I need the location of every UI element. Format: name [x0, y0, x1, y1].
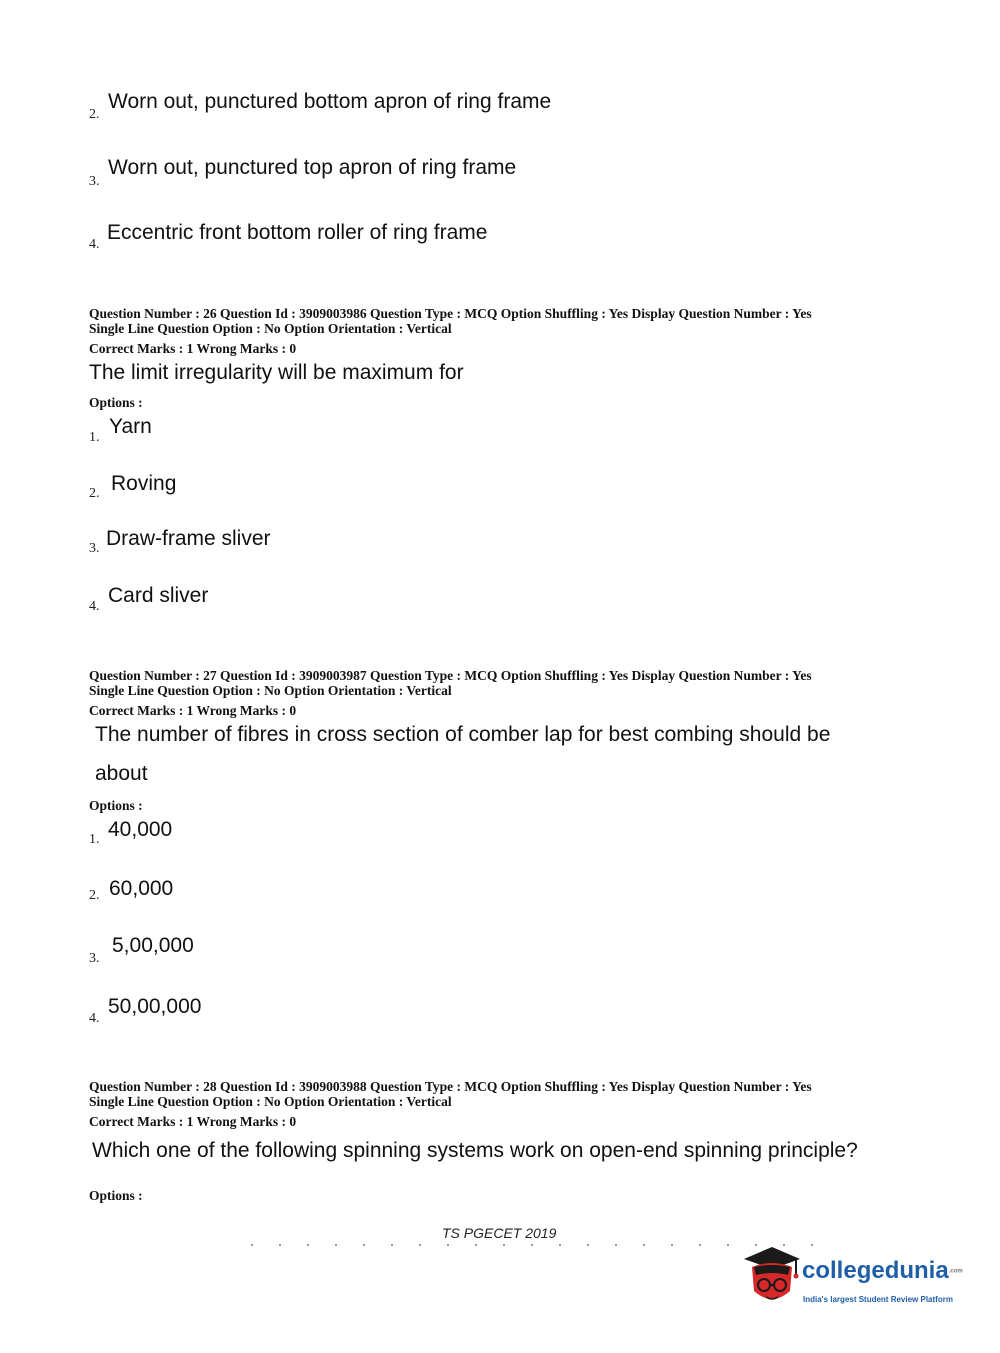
- options-label: Options :: [89, 395, 143, 410]
- question-marks: Correct Marks : 1 Wrong Marks : 0: [89, 703, 297, 718]
- question-meta-line1: Question Number : 26 Question Id : 3909003986 Question Type : MCQ Option Shuffling : Yes Display Question Number : Yes: [89, 306, 812, 321]
- option-text: 40,000: [108, 818, 173, 841]
- footer-exam-name: TS PGECET 2019: [442, 1225, 557, 1241]
- option-text: Yarn: [109, 415, 152, 438]
- option-number: 3.: [89, 951, 100, 966]
- option-number: 1.: [89, 430, 100, 445]
- option-text: 5,00,000: [112, 934, 194, 957]
- option-text: Card sliver: [108, 584, 209, 607]
- option-text: Worn out, punctured top apron of ring frame: [108, 156, 517, 179]
- option-text: Eccentric front bottom roller of ring frame: [107, 221, 488, 244]
- logo-tagline: India's largest Student Review Platform: [803, 1295, 953, 1304]
- options-label: Options :: [89, 798, 143, 813]
- question-meta-line1: Question Number : 27 Question Id : 3909003987 Question Type : MCQ Option Shuffling : Yes Display Question Number : Yes: [89, 668, 812, 683]
- logo-wordmark: collegedunia: [802, 1257, 949, 1284]
- collegedunia-logo: [740, 1245, 970, 1315]
- logo-suffix: .com: [948, 1268, 963, 1275]
- option-number: 1.: [89, 832, 100, 847]
- question-text: Which one of the following spinning systems work on open-end spinning principle?: [92, 1139, 858, 1162]
- option-number: 2.: [89, 888, 100, 903]
- question-meta-line2: Single Line Question Option : No Option Orientation : Vertical: [89, 321, 452, 336]
- question-meta-line2: Single Line Question Option : No Option Orientation : Vertical: [89, 1094, 452, 1109]
- option-number: 4.: [89, 237, 100, 252]
- option-number: 3.: [89, 541, 100, 556]
- footer-divider: [238, 1244, 818, 1246]
- options-label: Options :: [89, 1188, 143, 1203]
- option-text: 50,00,000: [108, 995, 202, 1018]
- option-text: 60,000: [109, 877, 174, 900]
- option-number: 2.: [89, 107, 100, 122]
- option-number: 3.: [89, 174, 100, 189]
- question-text-line2: about: [95, 762, 148, 785]
- question-marks: Correct Marks : 1 Wrong Marks : 0: [89, 341, 297, 356]
- option-text: Worn out, punctured bottom apron of ring frame: [108, 90, 552, 113]
- option-text: Roving: [111, 472, 177, 495]
- question-marks: Correct Marks : 1 Wrong Marks : 0: [89, 1114, 297, 1129]
- mascot-icon: [740, 1245, 802, 1313]
- question-meta-line2: Single Line Question Option : No Option Orientation : Vertical: [89, 683, 452, 698]
- option-number: 2.: [89, 486, 100, 501]
- option-text: Draw-frame sliver: [106, 527, 271, 550]
- option-number: 4.: [89, 1011, 100, 1026]
- question-text: The limit irregularity will be maximum for: [89, 361, 464, 384]
- question-meta-line1: Question Number : 28 Question Id : 3909003988 Question Type : MCQ Option Shuffling : Yes Display Question Number : Yes: [89, 1079, 812, 1094]
- option-number: 4.: [89, 599, 100, 614]
- question-text-line1: The number of fibres in cross section of comber lap for best combing should be: [95, 723, 831, 746]
